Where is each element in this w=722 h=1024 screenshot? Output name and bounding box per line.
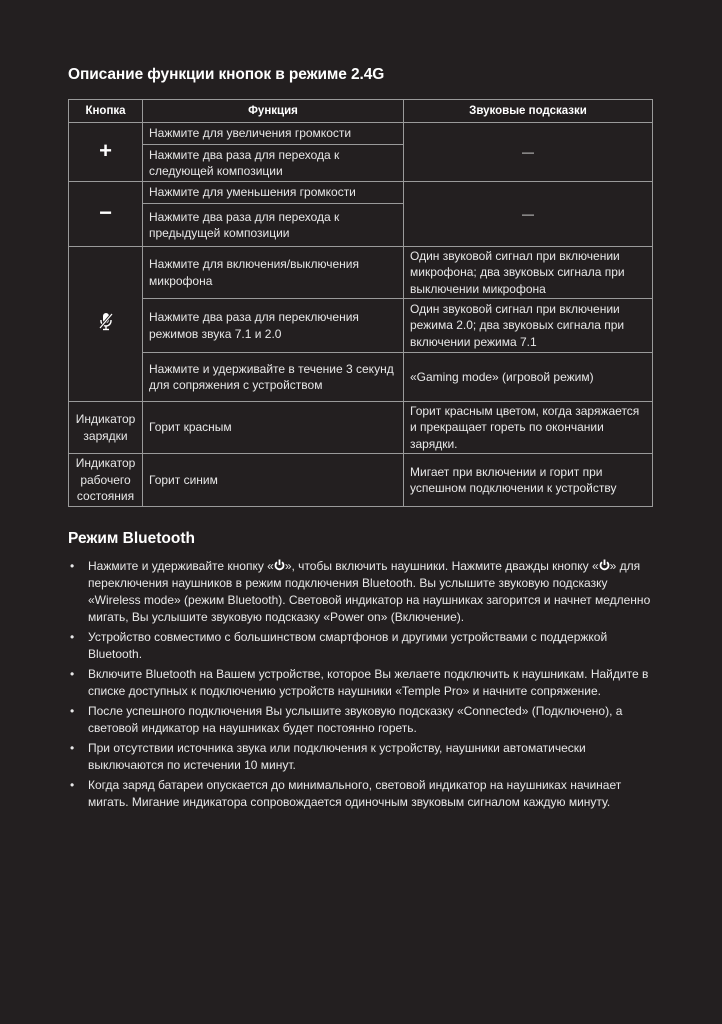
sound-cell: — (404, 123, 653, 182)
list-item: • Устройство совместимо с большинством смартфонов и другими устройствами с поддержкой Bluetooth. (70, 630, 608, 661)
list-item: • После успешного подключения Вы услышите звуковую подсказку «Connected» (Подключено), а световой индикатор на наушниках будет постоянно гореть. (70, 704, 623, 735)
bullet: • (70, 559, 75, 573)
bullet: • (70, 778, 75, 792)
mic-mute-icon (98, 312, 114, 332)
section-title-2-4g: Описание функции кнопок в режиме 2.4G (68, 66, 385, 83)
sound-cell: Мигает при включении и горит при успешном подключении к устройству (404, 454, 653, 507)
sound-cell: Горит красным цветом, когда заряжается и прекращает гореть по окончании зарядки. (404, 402, 653, 454)
function-cell: Горит синим (143, 454, 404, 507)
table-row (69, 454, 653, 507)
status-indicator-label: Индикатор рабочего состояния (69, 454, 143, 507)
table-row (69, 299, 653, 353)
sound-cell: — (404, 182, 653, 247)
power-icon (274, 559, 285, 571)
header-button: Кнопка (69, 100, 143, 123)
list-item: • Когда заряд батареи опускается до минимального, световой индикатор на наушниках начинает мигать. Мигание индикатора сопровождается одиночным звуковым сигналом каждую минуту. (70, 778, 622, 809)
mic-button-cell (69, 247, 143, 402)
function-cell: Нажмите два раза для перехода к следующей композиции (143, 145, 404, 182)
bullet: • (70, 630, 75, 644)
list-item: • Включите Bluetooth на Вашем устройстве, которое Вы желаете подключить к наушникам. Найдите в списке доступных к подключению устройств наушники «Temple Pro» и начните сопряжение. (70, 667, 649, 698)
header-sound-prompts: Звуковые подсказки (404, 100, 653, 123)
button-functions-table (68, 99, 653, 507)
table-row (69, 182, 653, 204)
section-title-bluetooth: Режим Bluetooth (68, 530, 195, 547)
function-cell: Нажмите для уменьшения громкости (143, 182, 404, 204)
bullet: • (70, 704, 75, 718)
list-item: • Нажмите и удерживайте кнопку « », чтобы включить наушники. Нажмите дважды кнопку « » для переключения наушников в режим подключения Bluetooth. Вы услышите звуковую подсказку «Wireless mode» (режим Bluetooth). Световой индикатор на наушниках загорится и начнет медленно мигать, Вы услышите звуковую подсказку «Power on» (Включение). (70, 559, 651, 624)
function-cell: Нажмите два раза для перехода к предыдущей композиции (143, 204, 404, 247)
sound-cell: Один звуковой сигнал при включении микрофона; два звуковых сигнала при выключении микрофона (404, 247, 653, 299)
function-cell: Нажмите для включения/выключения микрофона (143, 247, 404, 299)
bluetooth-instructions-list (70, 558, 655, 814)
bullet: • (70, 741, 75, 755)
table-row (69, 402, 653, 454)
table-row (69, 247, 653, 299)
minus-button-cell (69, 182, 143, 247)
table-row (69, 123, 653, 145)
function-cell: Нажмите и удерживайте в течение 3 секунд для сопряжения с устройством (143, 353, 404, 402)
table-header-row (69, 100, 653, 123)
charge-indicator-label: Индикатор зарядки (69, 402, 143, 454)
sound-cell: Один звуковой сигнал при включении режима 2.0; два звуковых сигнала при включении режима 7.1 (404, 299, 653, 353)
plus-icon: + (99, 138, 112, 164)
function-cell: Нажмите для увеличения громкости (143, 123, 404, 145)
function-cell: Горит красным (143, 402, 404, 454)
bullet: • (70, 667, 75, 681)
sound-cell: «Gaming mode» (игровой режим) (404, 353, 653, 402)
minus-icon: − (99, 200, 112, 226)
header-function: Функция (143, 100, 404, 123)
power-icon (599, 559, 610, 571)
list-item: • При отсутствии источника звука или подключения к устройству, наушники автоматически выключаются по истечении 10 минут. (70, 741, 586, 772)
plus-button-cell (69, 123, 143, 182)
table-row (69, 353, 653, 402)
function-cell: Нажмите два раза для переключения режимов звука 7.1 и 2.0 (143, 299, 404, 353)
